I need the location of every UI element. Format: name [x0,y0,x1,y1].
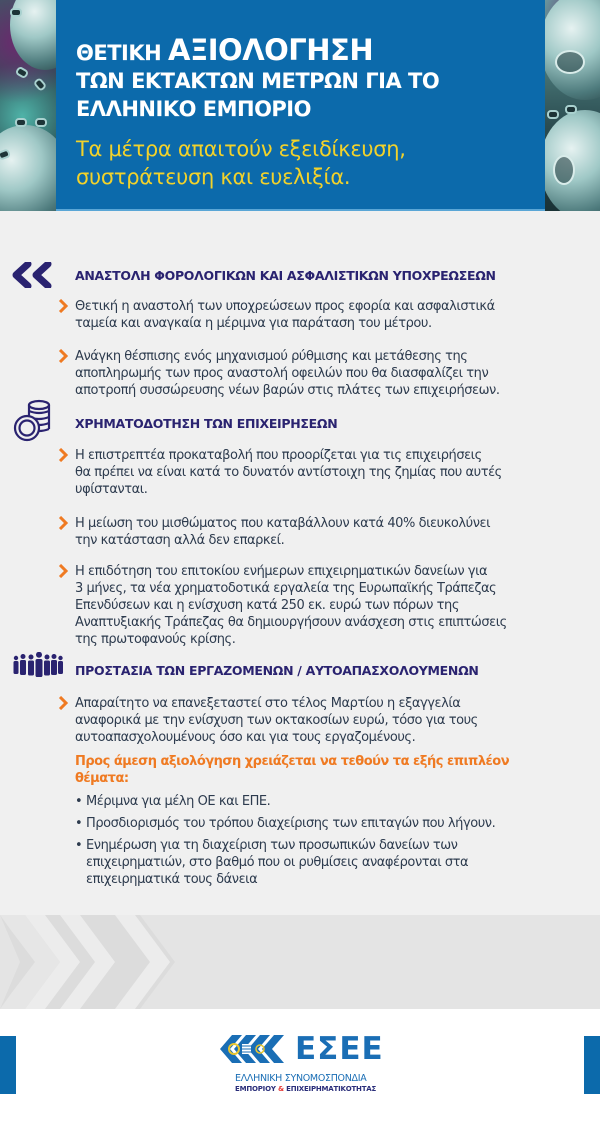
virus-image-left [0,0,56,211]
chevron-right-icon [58,696,68,710]
esee-emblem-icon [220,1035,288,1063]
subtitle-line-2: συστράτευση και ευελιξία. [76,165,351,189]
section-title: ΠΡΟΣΤΑΣΙΑ ΤΩΝ ΕΡΓΑΖΟΜΕΝΩΝ / ΑΥΤΟΑΠΑΣΧΟΛΟΥΜΕΝΩΝ [75,663,479,678]
title-line-2: ΤΩΝ ΕΚΤΑΚΤΩΝ ΜΕΤΡΩΝ ΓΙΑ ΤΟ [76,69,440,93]
people-group-icon [12,652,64,682]
footer [0,1009,600,1125]
chevron-right-icon [58,299,68,313]
additional-issues-list [75,793,545,893]
footer-edge-bar-left [0,1036,16,1094]
footer-edge-bar-right [584,1036,600,1094]
decorative-chevron-band [0,915,600,1009]
double-chevron-left-icon [12,262,56,288]
chevrons-decoration-icon [0,915,600,1009]
title-emphasis: ΑΞΙΟΛΟΓΗΣΗ [168,33,374,67]
list-item: • Μέριμνα για μέλη ΟΕ και ΕΠΕ. [75,793,545,810]
list-item: • Ενημέρωση για τη διαχείριση των προσωπικών δανείων των επιχειρηματιών, στο βαθμό που οι ρυθμίσεις αναφέρονται στα επιχειρηματικά τους δάνεια [75,837,545,888]
title-prefix: ΘΕΤΙΚΗ [76,41,162,65]
chevron-right-icon [58,448,68,462]
chevron-right-icon [58,516,68,530]
virus-image-right [545,0,600,211]
coins-stack-icon [12,399,54,443]
subtitle-line-1: Τα μέτρα απαιτούν εξειδίκευση, [76,137,406,161]
additional-issues-heading: Προς άμεση αξιολόγηση χρειάζεται να τεθούν τα εξής επιπλέον θέματα: [75,754,510,786]
logo-acronym: ΕΣΕΕ [295,1031,384,1067]
logo-name-line-1: ΕΛΛΗΝΙΚΗ ΣΥΝΟΜΟΣΠΟΝΔΙΑ [235,1073,367,1084]
esee-logo [220,1031,384,1101]
header-banner [0,0,600,211]
chevron-right-icon [58,349,68,363]
chevron-right-icon [58,564,68,578]
section-title: ΑΝΑΣΤΟΛΗ ΦΟΡΟΛΟΓΙΚΩΝ ΚΑΙ ΑΣΦΑΛΙΣΤΙΚΩΝ ΥΠΟΧΡΕΩΣΕΩΝ [75,268,496,283]
header-panel [56,0,545,211]
section-title: ΧΡΗΜΑΤΟΔΟΤΗΣΗ ΤΩΝ ΕΠΙΧΕΙΡΗΣΕΩΝ [75,416,338,431]
title-line-3: ΕΛΛΗΝΙΚΟ ΕΜΠΟΡΙΟ [76,97,311,121]
list-item: • Προσδιορισμός του τρόπου διαχείρισης των επιταγών που λήγουν. [75,815,545,832]
logo-name-line-2: ΕΜΠΟΡΙΟΥ & ΕΠΙΧΕΙΡΗΜΑΤΙΚΟΤΗΤΑΣ [235,1085,377,1093]
page-subtitle [76,135,406,191]
page-title [76,33,440,123]
